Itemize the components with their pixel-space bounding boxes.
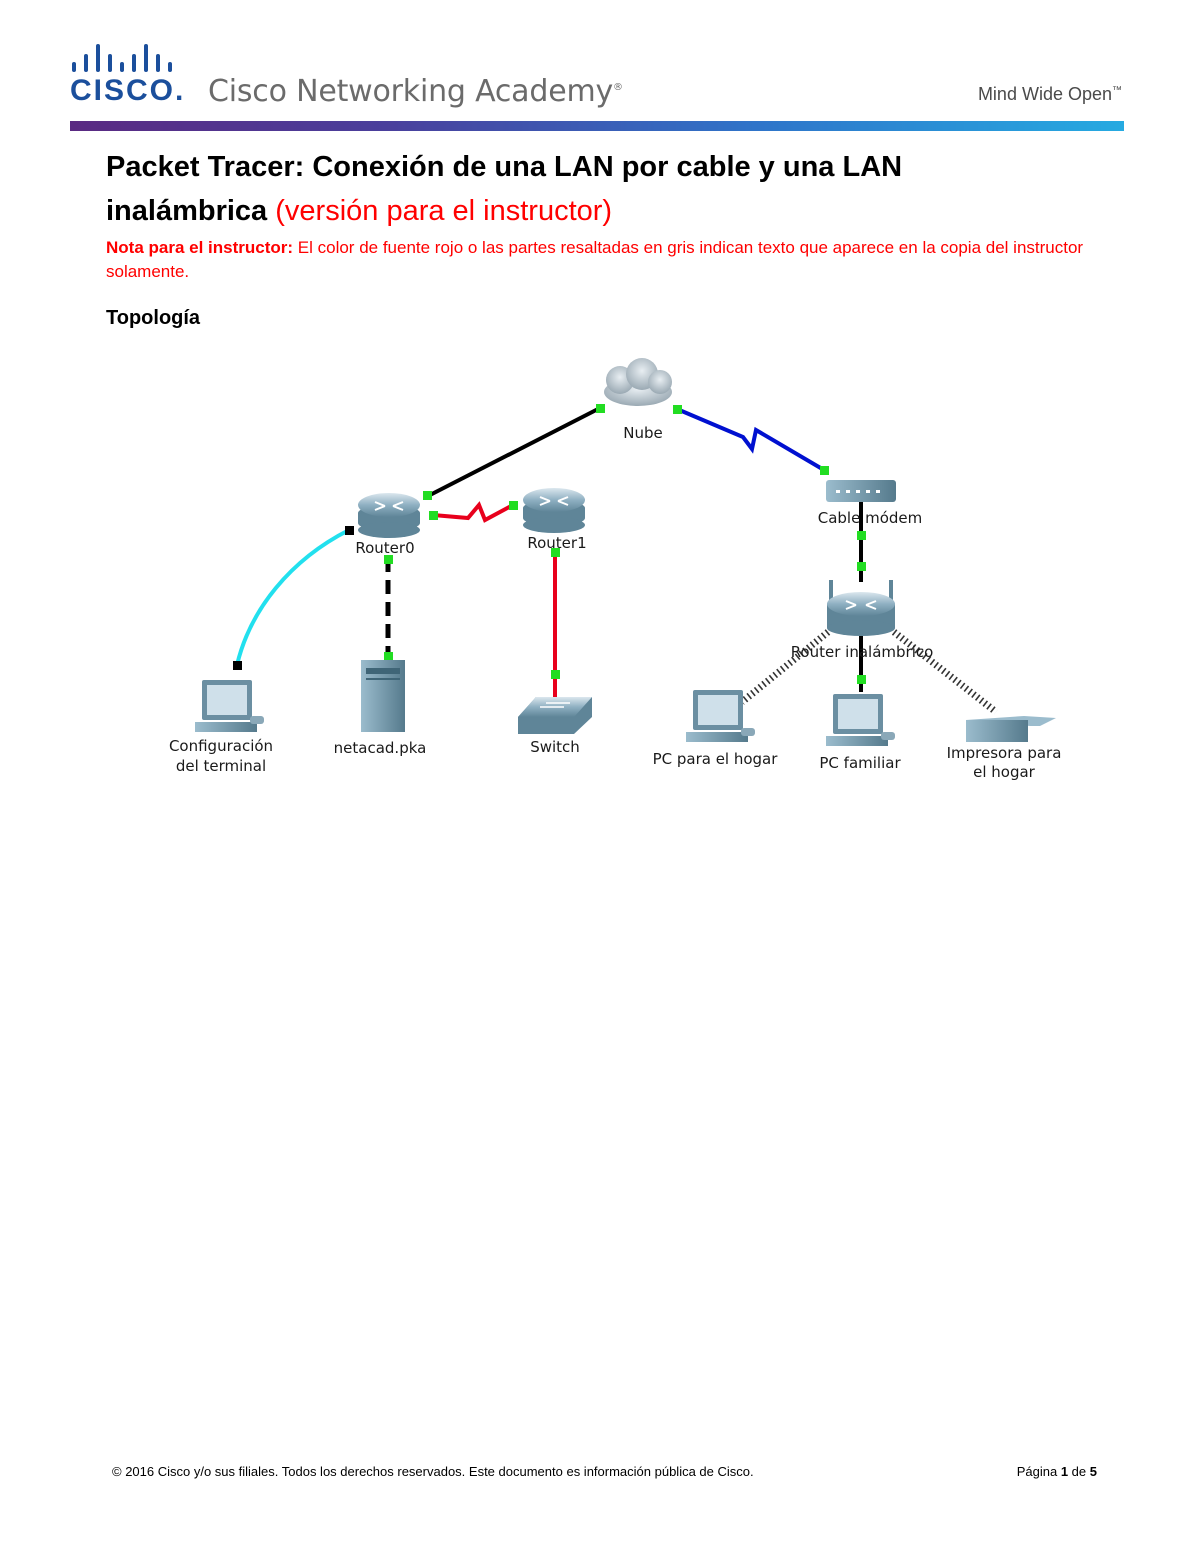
server-icon: [361, 660, 405, 732]
link-cloud-cablemodem: [677, 409, 824, 470]
console-port-terminal: [233, 661, 242, 670]
link-console: [237, 530, 349, 665]
footer-copyright: © 2016 Cisco y/o sus filiales. Todos los derechos reservados. Este documento es información pública de Cisco.: [112, 1464, 754, 1479]
label-cable-modem: Cable módem: [817, 509, 923, 527]
page-of: de: [1071, 1464, 1087, 1479]
label-printer-line2: el hogar: [973, 763, 1035, 781]
label-terminal-line1: Configuración: [168, 737, 274, 755]
link-router0-cloud: [428, 408, 600, 496]
label-terminal-line2: del terminal: [175, 757, 267, 775]
label-home-pc: PC para el hogar: [652, 750, 778, 768]
cloud-icon: [604, 358, 672, 406]
title-instructor-suffix: (versión para el instructor): [275, 195, 613, 227]
page-number: [1017, 1464, 1097, 1479]
router-icon: [358, 493, 420, 538]
port-indicators: [384, 404, 866, 684]
pc-icon: [826, 694, 895, 746]
label-printer-line1: Impresora para: [946, 744, 1062, 762]
wireless-router-icon: [827, 580, 895, 636]
page-total: 5: [1089, 1464, 1097, 1479]
footer: [112, 1464, 1097, 1479]
cisco-wordmark: CISCO.: [70, 74, 186, 107]
title-main: Packet Tracer: Conexión de una LAN por cable y una LAN inalámbrica: [106, 151, 903, 227]
label-server: netacad.pka: [333, 739, 427, 757]
page-label: Página: [1016, 1464, 1058, 1479]
tagline-mark: ™: [1112, 85, 1122, 96]
page-current: 1: [1060, 1464, 1069, 1479]
label-family-pc: PC familiar: [819, 754, 901, 772]
note-label: Nota para el instructor:: [106, 238, 294, 257]
label-cloud: Nube: [623, 424, 663, 442]
note-text: El color de fuente rojo o las partes resaltadas en gris indican texto que aparece en la copia del instructor solamente.: [106, 238, 1084, 281]
academy-mark: ®: [613, 82, 623, 93]
label-switch: Switch: [530, 738, 580, 756]
label-router1: Router1: [527, 534, 587, 552]
section-topology-heading: Topología: [106, 307, 201, 329]
console-port-router: [345, 526, 354, 535]
pc-icon: [195, 680, 264, 732]
academy-text: Cisco Networking Academy: [208, 74, 614, 109]
tagline-text: Mind Wide Open: [977, 84, 1112, 104]
label-router0: Router0: [355, 539, 415, 557]
label-wireless-router: Router inalámbrico: [790, 643, 934, 661]
router-icon: [523, 488, 585, 533]
switch-icon: [518, 697, 592, 734]
cable-modem-icon: [826, 480, 896, 502]
printer-icon: [966, 716, 1056, 742]
link-router0-router1: [433, 505, 513, 520]
